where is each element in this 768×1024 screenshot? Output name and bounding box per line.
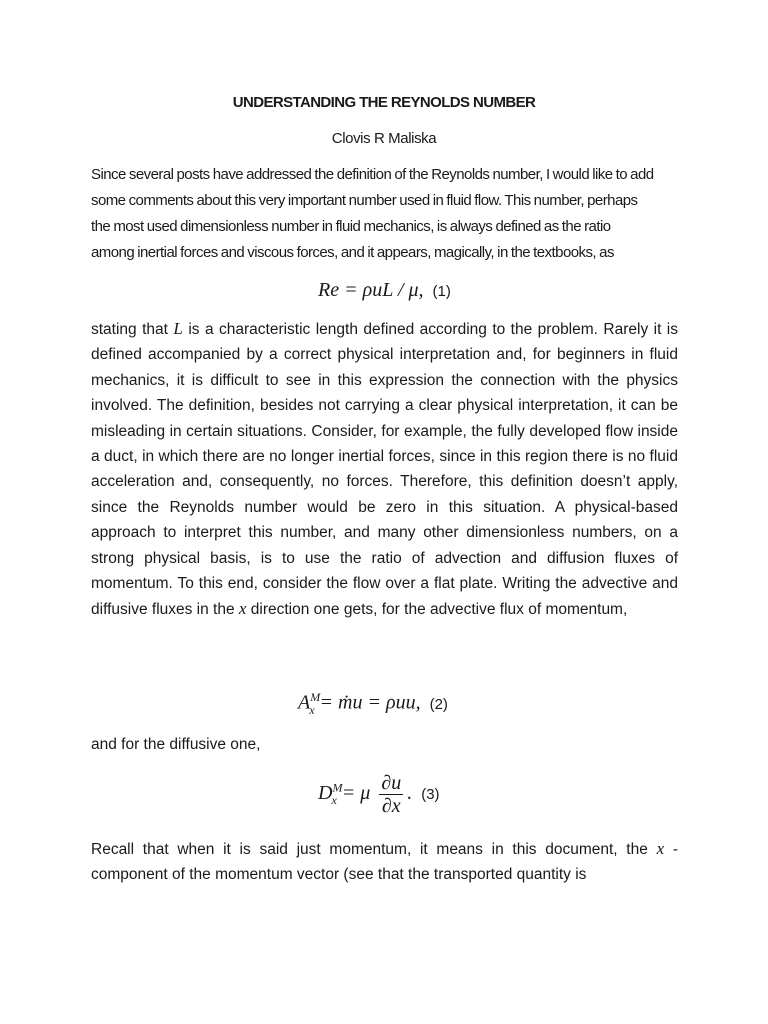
equation-3-denominator: ∂x [381, 795, 401, 817]
equation-3-dot: . [407, 782, 413, 805]
paragraph-3-end: - component of the momentum vector (see that the transported quantity is [91, 841, 679, 884]
equation-2 [298, 690, 448, 718]
equation-3-sub: x [331, 793, 337, 808]
paragraph-3 [91, 836, 678, 888]
paragraph-1-start: stating that [91, 321, 168, 338]
paragraph-1-middle: is a characteristic length defined according to the problem. Rarely it is defined accompanied by a correct physical interpretation and, for beginners in fluid mechanics, it is difficult to see in this expression the connection with the physics involved. The definition, besides not carrying a clear physical interpretation, it can be misleading in certain situations. Consider, for example, the fully developed flow inside a duct, in which there are no longer inertial forces, since in this region there is no fluid acceleration and, consequently, no forces. Therefore, this definition doesn’t apply, since the Reynolds number would be zero in this situation. A physical-based approach to interpret this number, and many other dimensionless numbers, on a strong physical basis, is to use the ratio of advection and diffusion fluxes of momentum. To this end, consider the flow over a flat plate. Writing the advective and diffusive fluxes in the [91, 321, 679, 619]
document-title: UNDERSTANDING THE REYNOLDS NUMBER [232, 94, 536, 111]
intro-paragraph [91, 162, 679, 266]
symbol-x: x [238, 599, 247, 619]
document-author: Clovis R Maliska [331, 130, 437, 147]
equation-3-numerator: ∂u [381, 772, 402, 794]
equation-2-rhs: = ṁu = ρuu, [319, 691, 421, 714]
equation-2-sub: x [309, 702, 315, 717]
equation-3-fraction [379, 772, 403, 817]
paragraph-3-start: Recall that when it is said just momentum, it means in this document, the [91, 841, 648, 858]
equation-2-sup: M [310, 690, 321, 704]
equation-1-rhs: = ρuL / μ, [344, 279, 424, 301]
intro-line: the most used dimensionless number in fluid mechanics, is always defined as the ratio [91, 218, 611, 235]
symbol-x-2: x [656, 839, 665, 858]
equation-1-number: (1) [432, 283, 451, 300]
equation-2-base: A [298, 691, 311, 714]
equation-2-number: (2) [429, 695, 448, 713]
paragraph-1-end: direction one gets, for the advective flux of momentum, [250, 601, 628, 619]
equation-1-lhs: Re [318, 279, 340, 301]
intro-line: Since several posts have addressed the definition of the Reynolds number, I would like to add [91, 166, 654, 183]
paragraph-1 [91, 316, 678, 623]
paragraph-2: and for the diffusive one, [91, 736, 261, 753]
intro-line: among inertial forces and viscous forces, and it appears, magically, in the textbooks, as [91, 244, 614, 261]
equation-3-number: (3) [421, 786, 440, 804]
intro-line: some comments about this very important number used in fluid flow. This number, perhaps [91, 192, 638, 209]
equation-3-coef: = μ [341, 782, 371, 805]
equation-3 [318, 772, 440, 817]
equation-3-sup: M [332, 780, 343, 795]
symbol-L: L [173, 319, 183, 338]
equation-3-base: D [318, 782, 333, 805]
equation-1 [318, 279, 451, 302]
